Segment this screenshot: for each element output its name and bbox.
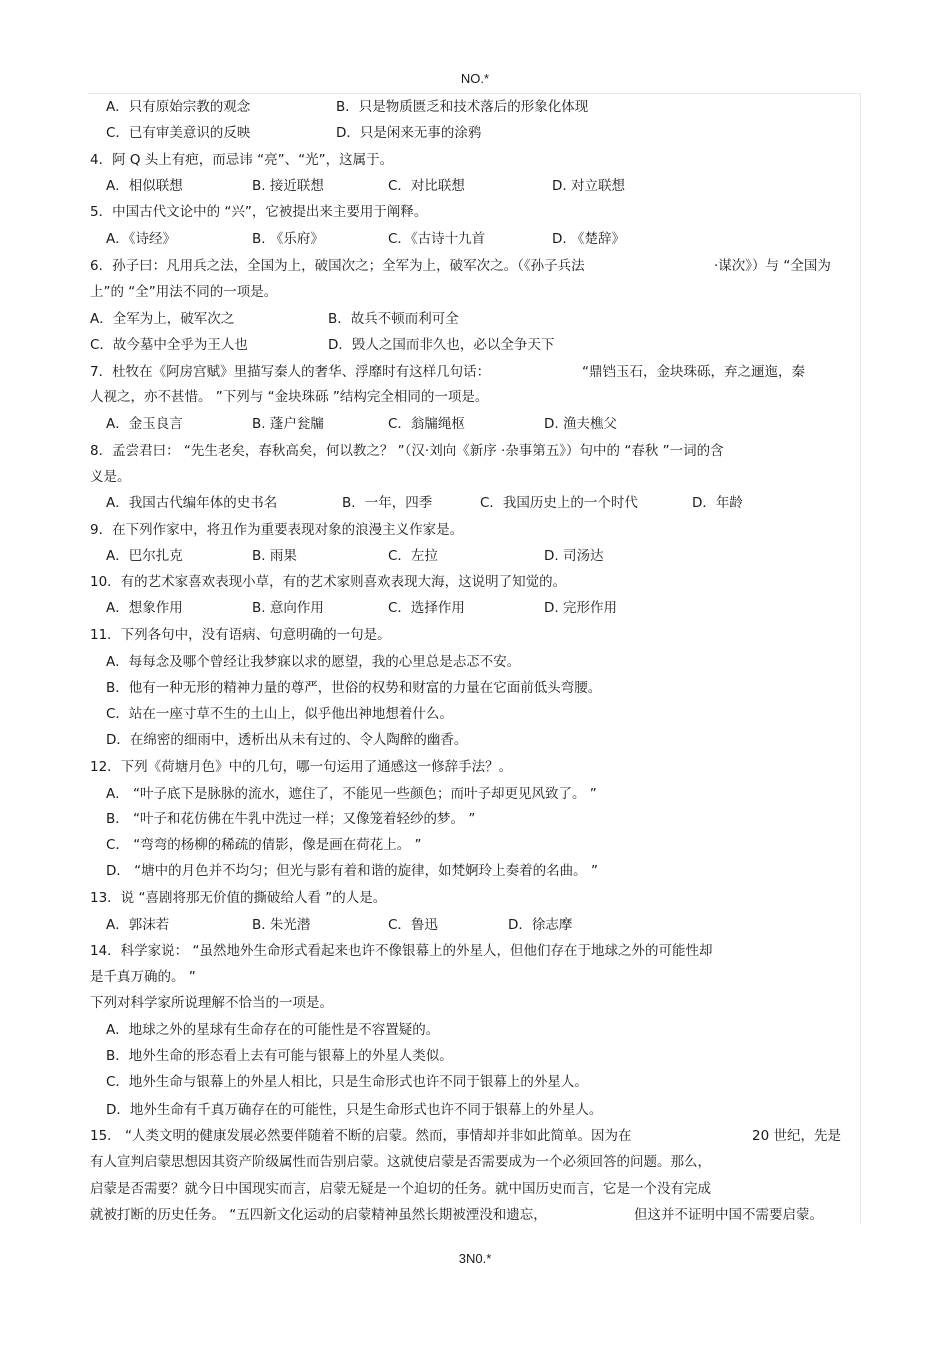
option-b: B. 朱光潜 (252, 917, 311, 933)
question-15-line-3: 启蒙是否需要？就今日中国现实而言，启蒙无疑是一个迫切的任务。就中国历史而言，它是一个没有完成 (90, 1181, 711, 1197)
question-15-line-4-cont: 但这并不证明中国不需要启蒙。 (634, 1207, 823, 1223)
option-d: D．徐志摩 (508, 917, 573, 933)
question-8: 8．孟尝君曰： “先生老矣，春秋高矣，何以教之？ ”（汉·刘向《新序 ·杂事第五》）句中的 “春秋 ”一词的含 (90, 443, 724, 459)
question-6-cont: ·谋次》）与 “全国为 (714, 258, 831, 274)
option-a: A． “叶子底下是脉脉的流水，遮住了，不能见一些颜色；而叶子却更见风致了。 ” (106, 786, 597, 802)
option-d: D. 《楚辞》 (552, 231, 625, 247)
question-7-line-2: 人视之，亦不甚惜。 ”下列与 “金块珠砾 ”结构完全相同的一项是。 (90, 389, 489, 405)
question-14-line-2: 是千真万确的。 ” (90, 969, 196, 985)
question-14-prompt: 下列对科学家所说理解不恰当的一项是。 (90, 995, 333, 1011)
question-15-cont: 20 世纪，先是 (752, 1128, 841, 1144)
option-c: C．地外生命与银幕上的外星人相比，只是生命形式也许不同于银幕上的外星人。 (106, 1074, 588, 1090)
question-15-line-4: 就被打断的历史任务。 “五四新文化运动的启蒙精神虽然长期被湮没和遗忘， (90, 1207, 547, 1223)
option-d: D. 完形作用 (544, 600, 617, 616)
page-header: NO.* (460, 71, 490, 86)
option-c: C．已有审美意识的反映 (106, 125, 251, 141)
option-d: D. 渔夫樵父 (544, 416, 617, 432)
option-d: D．地外生命有千真万确存在的可能性，只是生命形式也许不同于银幕上的外星人。 (106, 1102, 603, 1118)
option-c: C．我国历史上的一个时代 (480, 495, 638, 511)
option-c: C．站在一座寸草不生的土山上，似乎他出神地想着什么。 (106, 706, 453, 722)
option-c: C．翁牖绳枢 (388, 416, 465, 432)
option-b: B．他有一种无形的精神力量的尊严，世俗的权势和财富的力量在它面前低头弯腰。 (106, 680, 602, 696)
option-c: C．左拉 (388, 548, 438, 564)
question-6: 6．孙子曰：凡用兵之法，全国为上，破国次之；全军为上，破军次之。（《孙子兵法 (90, 258, 585, 274)
option-d: D．在绵密的细雨中，透析出从未有过的、令人陶醉的幽香。 (106, 732, 468, 748)
option-a: A．郭沫若 (106, 917, 170, 933)
option-a: A．我国古代编年体的史书名 (106, 495, 278, 511)
question-12: 12．下列《荷塘月色》中的几句，哪一句运用了通感这一修辞手法？。 (90, 759, 513, 775)
question-15-line-2: 有人宣判启蒙思想因其资产阶级属性而告别启蒙。这就使启蒙是否需要成为一个必须回答的问题。那么， (90, 1154, 711, 1170)
question-5: 5．中国古代文论中的 “兴”，它被提出来主要用于阐释。 (90, 204, 428, 220)
option-a: A．全军为上，破军次之 (90, 311, 235, 327)
question-15: 15． “人类文明的健康发展必然要伴随着不断的启蒙。然而，事情却并非如此简单。因为在 (90, 1128, 632, 1144)
option-d: D．年龄 (692, 495, 743, 511)
option-b: B．一年，四季 (342, 495, 433, 511)
option-a: A．《诗经》 (106, 231, 176, 247)
page-footer: 3N0.* (458, 1251, 492, 1266)
option-b: B. 接近联想 (252, 178, 324, 194)
option-c: C．故今墓中全乎为王人也 (90, 337, 248, 353)
option-b: B．地外生命的形态看上去有可能与银幕上的外星人类似。 (106, 1048, 453, 1064)
option-b: B. 《乐府》 (252, 231, 324, 247)
question-10: 10．有的艺术家喜欢表现小草，有的艺术家则喜欢表现大海，这说明了知觉的。 (90, 574, 567, 590)
option-b: B. 蓬户瓮牖 (252, 416, 324, 432)
question-13: 13．说 “喜剧将那无价值的撕破给人看 ”的人是。 (90, 890, 387, 906)
option-d: D．毁人之国而非久也，必以全争天下 (328, 337, 555, 353)
option-d: D. 对立联想 (552, 178, 625, 194)
option-c: C．选择作用 (388, 600, 465, 616)
question-14: 14．科学家说： “虽然地外生命形式看起来也许不像银幕上的外星人，但他们存在于地球之外的可能性却 (90, 943, 713, 959)
option-c: C．《古诗十九首 (388, 231, 486, 247)
option-d: D． “塘中的月色并不均匀；但光与影有着和谐的旋律，如梵婀玲上奏着的名曲。 ” (106, 863, 598, 879)
question-6-line-2: 上”的 “全”用法不同的一项是。 (90, 284, 278, 300)
option-d: D．只是闲来无事的涂鸦 (336, 125, 482, 141)
option-b: B． “叶子和花仿佛在牛乳中洗过一样；又像笼着轻纱的梦。 ” (106, 811, 476, 827)
option-a: A．只有原始宗教的观念 (106, 99, 251, 115)
question-9: 9．在下列作家中，将丑作为重要表现对象的浪漫主义作家是。 (90, 522, 464, 538)
option-c: C．鲁迅 (388, 917, 438, 933)
option-d: D. 司汤达 (544, 548, 604, 564)
question-4: 4．阿 Q 头上有疤，而忌讳 “亮”、“光”，这属于。 (90, 152, 394, 168)
option-b: B. 意向作用 (252, 600, 324, 616)
option-a: A．巴尔扎克 (106, 548, 183, 564)
option-a: A．地球之外的星球有生命存在的可能性是不容置疑的。 (106, 1022, 440, 1038)
option-b: B．只是物质匮乏和技术落后的形象化体现 (336, 99, 589, 115)
question-11: 11．下列各句中，没有语病、句意明确的一句是。 (90, 627, 391, 643)
option-c: C． “弯弯的杨柳的稀疏的倩影，像是画在荷花上。 ” (106, 837, 422, 853)
option-a: A．相似联想 (106, 178, 183, 194)
option-a: A．想象作用 (106, 600, 183, 616)
option-a: A．金玉良言 (106, 416, 183, 432)
option-c: C．对比联想 (388, 178, 465, 194)
question-7-cont: “鼎铛玉石，金块珠砾，弃之逦迤，秦 (582, 364, 805, 380)
option-b: B．故兵不顿而利可全 (328, 311, 459, 327)
question-7: 7．杜牧在《阿房宫赋》里描写秦人的奢华、浮靡时有这样几句话： (90, 364, 491, 380)
option-b: B. 雨果 (252, 548, 297, 564)
option-a: A．每每念及哪个曾经让我梦寐以求的愿望，我的心里总是忐忑不安。 (106, 654, 521, 670)
question-8-line-2: 义是。 (90, 469, 131, 485)
